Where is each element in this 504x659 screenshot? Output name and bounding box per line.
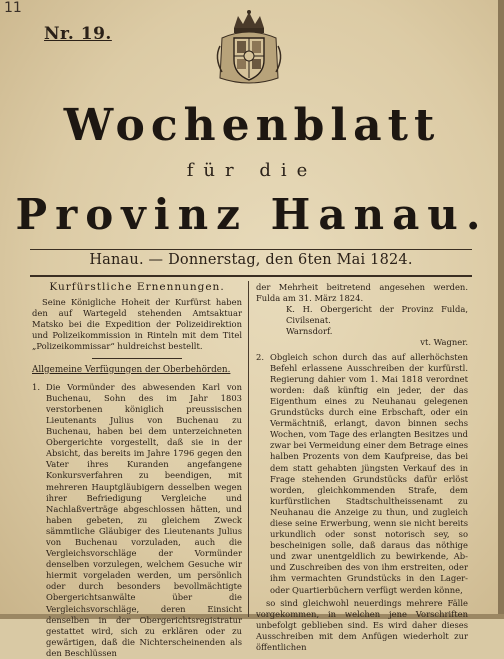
notice-item-2 xyxy=(256,352,468,596)
appointment-text: Seine Königliche Hoheit der Kurfürst haben den auf Wartegeld stehenden Amtsaktuar Matsko bei die Expedition der Polizeidirektion und Polizeikommission in Rinteln mit dem Titel „Polizeikommissar“ huldreichst bestellt. xyxy=(32,297,242,352)
dateline: Hanau. — Donnerstag, den 6ten Mai 1824. xyxy=(89,252,413,268)
issuing-place: Warnsdorf. xyxy=(286,326,333,337)
notice-item-text: Obgleich schon durch das auf allerhöchsten Befehl erlassene Ausschreiben der kurfürstl. Regierung dahier vom 1. Mai 1818 verordnet worden: daß künftig ein jeder, der das Eigenthum eines zu Neuhanau gelegenen Grundstücks durch eine Erbschaft, oder ein Vermächtniß, erlangt, davon binnen sechs Wochen, vom Tage des erlangten Besitzes und zwar bei Vermeidung einer dem Betrage eines halben Prozents von dem Kaufpreise, das bei dem statt gehabten jüngsten Verkauf des in Frage stehenden Grundstücks dafür erlöst worden, gleichkommenden Strafe, dem kurfürstlichen Stadtschultheissenamt zu Neuhanau die Anzeige zu thun, und zugleich diese seine Erwerbung, wenn sie nicht bereits urkundlich oder sonst notorisch sey, so bescheinigen solle, daß daraus das nöthige und zwar unentgeldlich zu bewirkende, Ab- und Zuschreiben des von ihm erstreiten, oder ihm vermachten Grundstücks in den Lager- oder Quartierbüchern verfügt werden könne, xyxy=(270,351,468,595)
issue-number xyxy=(44,24,112,44)
closing-text: so sind gleichwohl neuerdings mehrere Fälle vorgekommen, in welchen jene Vorschriften unbefolgt geblieben sind. Es wird daher dieses Ausschreiben mit dem Anfügen wiederholt zur öffentlichen xyxy=(256,597,468,652)
masthead-province: Provinz Hanau. xyxy=(15,190,489,239)
bottom-rule xyxy=(30,275,472,277)
left-column xyxy=(32,282,242,659)
notice-item-number: 1. xyxy=(32,381,40,392)
column-divider xyxy=(248,281,249,617)
right-column xyxy=(256,282,468,653)
notice-item-number: 2. xyxy=(256,351,264,362)
notice-item-1 xyxy=(32,382,242,659)
signature: vt. Wagner. xyxy=(420,337,468,348)
notice-continuation: der Mehrheit beitretend angesehen werden. Fulda am 31. März 1824. xyxy=(256,282,468,304)
section-heading-ordinances: Allgemeine Verfügungen der Oberbehörden. xyxy=(32,364,231,375)
coat-of-arms-icon xyxy=(212,8,286,86)
masthead-subtitle: für die xyxy=(186,160,318,181)
top-rule xyxy=(30,249,472,250)
masthead-title: Wochenblatt xyxy=(63,100,441,151)
issue-number-text: Nr. 19. xyxy=(44,24,112,44)
handwritten-corner-mark: 11 xyxy=(4,0,22,16)
page-edge-right xyxy=(498,0,504,619)
section-separator xyxy=(92,358,182,359)
issuing-authority: K. H. Obergericht der Provinz Fulda, Civilsenat. xyxy=(286,304,468,326)
notice-item-text: Die Vormünder des abwesenden Karl von Buchenau, Sohn des im Jahr 1803 verstorbenen königlich preussischen Lieutenants Julius von Buchenau zu Buchenau, haben bei dem unterzeichneten Obergerichte vorgestellt, daß sie in der Absicht, das bereits im Jahre 1796 gegen den Vater ihres Kuranden angefangene Konkursverfahren zu beendigen, mit mehreren Hauptgläubigern desselben wegen ihrer Befriedigung Vergleiche und Nachlaßverträge abgeschlossen hätten, und haben gebeten, zu gleichem Zweck sämmtliche Gläubiger des Lieutenants Julius von Buchenau vorzuladen, auch die Vergleichsvorschläge der Vormünder denselben vorzulegen, welchem Gesuche wir hiermit vorgeladen werden, um persönlich oder durch besonders bevollmächtigte Obergerichtsanwälte über die Vergleichsvorschläge, deren Einsicht denselben in der Obergerichtsregistratur gestattet wird, sich zu erklären oder zu gewärtigen, daß die Nichterscheinenden als den Beschlüssen xyxy=(46,381,242,658)
section-heading-appointments: Kurfürstliche Ernennungen. xyxy=(49,281,225,293)
